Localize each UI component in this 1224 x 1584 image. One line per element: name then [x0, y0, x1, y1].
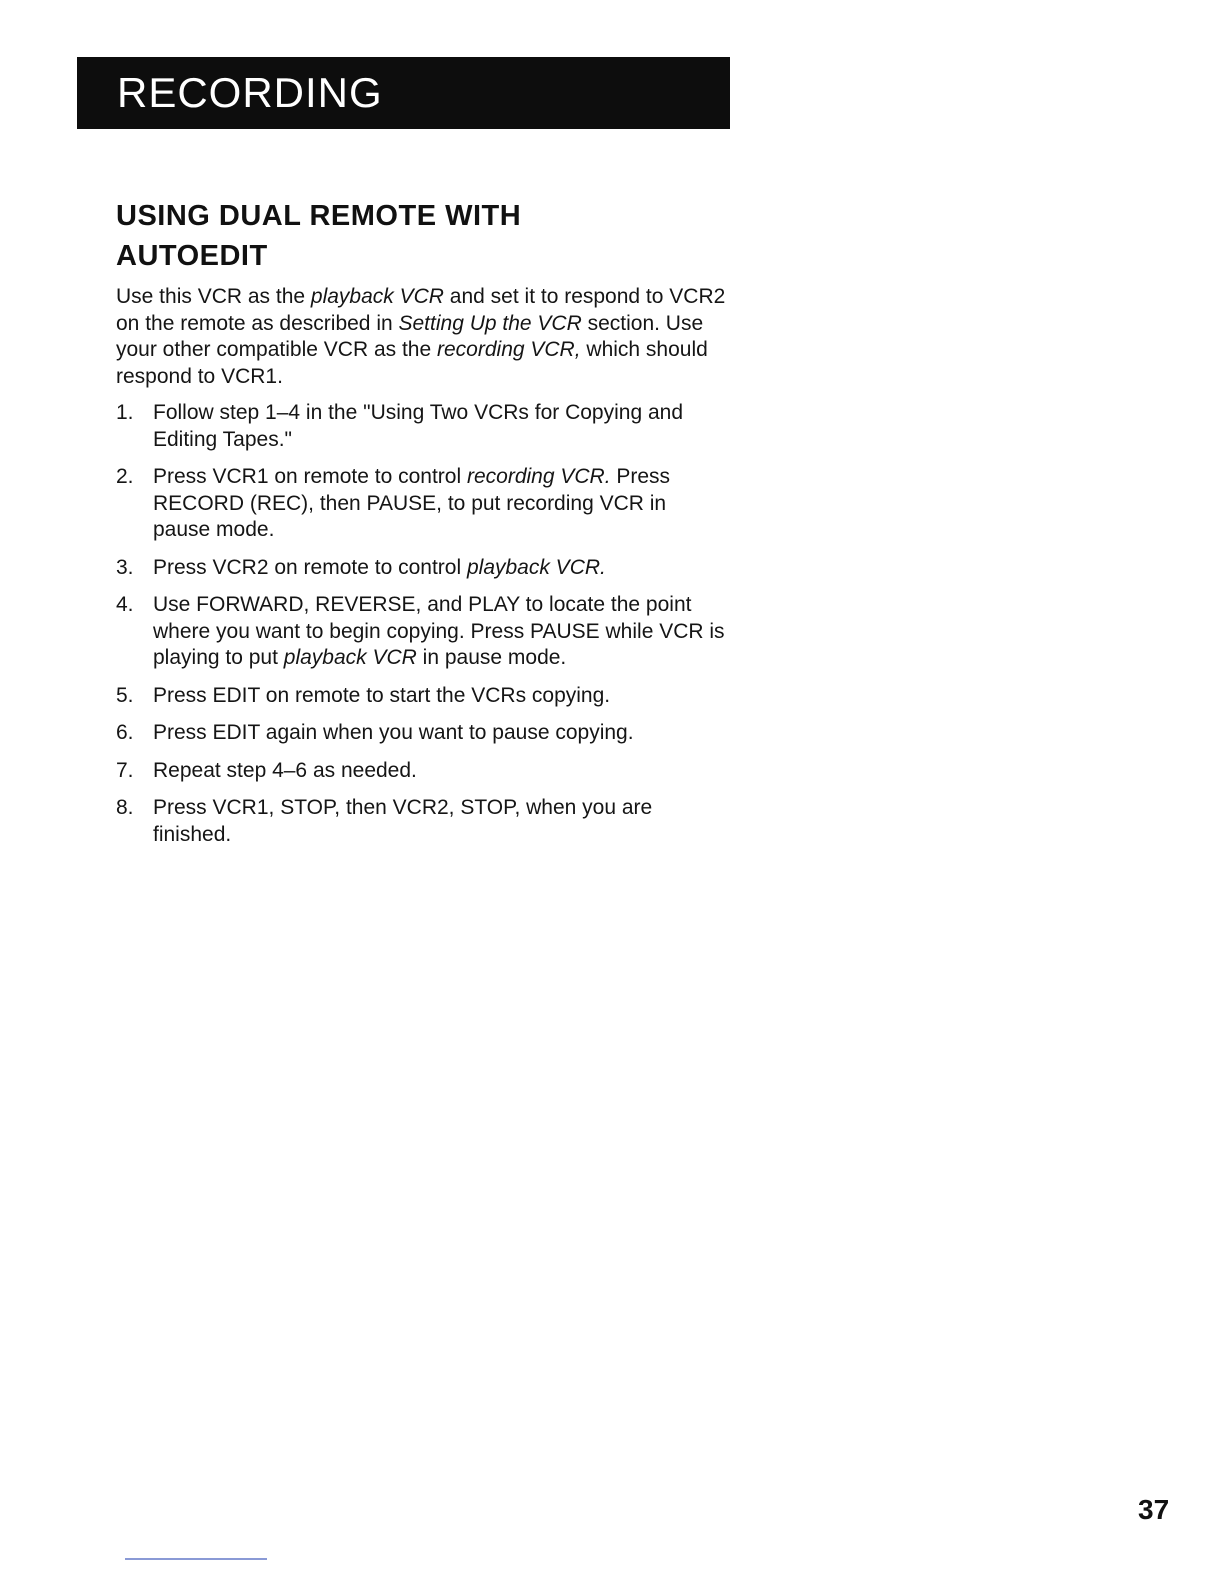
section-title: RECORDING	[117, 69, 383, 116]
step-number: 5.	[116, 683, 134, 707]
step-5: 5. Press EDIT on remote to start the VCRs copying.	[116, 683, 726, 710]
step-2: 2. Press VCR1 on remote to control recording VCR. Press RECORD (REC), then PAUSE, to put recording VCR in pause mode.	[116, 465, 671, 541]
step-number: 6.	[116, 721, 134, 744]
step-6: 6. Press EDIT again when you want to pause copying.	[116, 720, 726, 747]
step-number: 7.	[116, 758, 134, 782]
intro-paragraph: Use this VCR as the playback VCR and set it to respond to VCR2 on the remote as described in Setting Up the VCR section. Use your other compatible VCR as the recording VCR, which should respond to VCR1.	[116, 285, 726, 388]
steps-list	[116, 400, 726, 848]
page-number: 37	[1138, 1494, 1170, 1525]
step-7: 7. Repeat step 4–6 as needed.	[116, 758, 726, 785]
article-heading-line1: USING DUAL REMOTE WITH	[116, 200, 522, 232]
step-4: 4. Use FORWARD, REVERSE, and PLAY to locate the point where you want to begin copying. Press PAUSE while VCR is playing to put playback VCR in pause mode.	[116, 593, 725, 669]
step-1: 1. Follow step 1–4 in the "Using Two VCRs for Copying and Editing Tapes."	[116, 401, 684, 451]
footer-rule	[125, 1558, 267, 1560]
article-heading-line2: AUTOEDIT	[116, 240, 268, 272]
article-heading	[116, 196, 726, 276]
step-number: 3.	[116, 555, 134, 579]
step-number: 8.	[116, 796, 134, 819]
step-8: 8. Press VCR1, STOP, then VCR2, STOP, when you are finished.	[116, 796, 653, 846]
step-number: 1.	[116, 401, 134, 424]
article	[116, 196, 726, 859]
step-number: 2.	[116, 465, 134, 488]
step-number: 4.	[116, 593, 134, 616]
step-3: 3. Press VCR2 on remote to control playback VCR.	[116, 555, 726, 582]
section-banner	[77, 57, 730, 129]
